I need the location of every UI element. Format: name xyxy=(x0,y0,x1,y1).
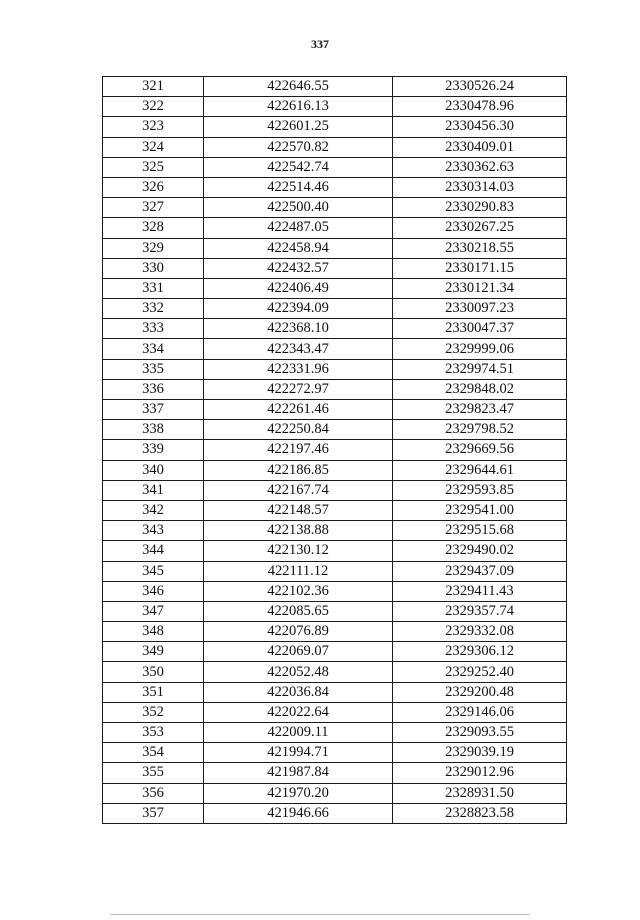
x-coordinate-cell: 422111.12 xyxy=(204,561,393,581)
table-row xyxy=(103,622,567,642)
y-coordinate-cell: 2330218.55 xyxy=(393,238,567,258)
table-row xyxy=(103,581,567,601)
point-number-cell: 354 xyxy=(103,743,204,763)
x-coordinate-cell: 422601.25 xyxy=(204,117,393,137)
y-coordinate-cell: 2329012.96 xyxy=(393,763,567,783)
table-row xyxy=(103,521,567,541)
point-number-cell: 331 xyxy=(103,278,204,298)
x-coordinate-cell: 422085.65 xyxy=(204,601,393,621)
page-number: 337 xyxy=(311,37,329,51)
point-number-cell: 323 xyxy=(103,117,204,137)
y-coordinate-cell: 2329093.55 xyxy=(393,723,567,743)
point-number-cell: 349 xyxy=(103,642,204,662)
x-coordinate-cell: 422646.55 xyxy=(204,77,393,97)
table-row xyxy=(103,460,567,480)
y-coordinate-cell: 2329593.85 xyxy=(393,480,567,500)
x-coordinate-cell: 422076.89 xyxy=(204,622,393,642)
table-row xyxy=(103,682,567,702)
y-coordinate-cell: 2329411.43 xyxy=(393,581,567,601)
table-row xyxy=(103,420,567,440)
x-coordinate-cell: 422343.47 xyxy=(204,339,393,359)
point-number-cell: 335 xyxy=(103,359,204,379)
x-coordinate-cell: 422009.11 xyxy=(204,723,393,743)
page-bottom-rule xyxy=(110,914,530,915)
point-number-cell: 324 xyxy=(103,137,204,157)
x-coordinate-cell: 422272.97 xyxy=(204,379,393,399)
table-row xyxy=(103,642,567,662)
table-row xyxy=(103,319,567,339)
point-number-cell: 356 xyxy=(103,783,204,803)
x-coordinate-cell: 422458.94 xyxy=(204,238,393,258)
point-number-cell: 328 xyxy=(103,218,204,238)
x-coordinate-cell: 422022.64 xyxy=(204,702,393,722)
table-row xyxy=(103,258,567,278)
y-coordinate-cell: 2330171.15 xyxy=(393,258,567,278)
y-coordinate-cell: 2329146.06 xyxy=(393,702,567,722)
y-coordinate-cell: 2329200.48 xyxy=(393,682,567,702)
table-row xyxy=(103,238,567,258)
x-coordinate-cell: 422500.40 xyxy=(204,198,393,218)
point-number-cell: 337 xyxy=(103,400,204,420)
table-row xyxy=(103,500,567,520)
table-row xyxy=(103,278,567,298)
table-row xyxy=(103,400,567,420)
table-row xyxy=(103,541,567,561)
point-number-cell: 353 xyxy=(103,723,204,743)
y-coordinate-cell: 2329974.51 xyxy=(393,359,567,379)
y-coordinate-cell: 2329490.02 xyxy=(393,541,567,561)
point-number-cell: 351 xyxy=(103,682,204,702)
table-row xyxy=(103,803,567,823)
y-coordinate-cell: 2329306.12 xyxy=(393,642,567,662)
table-row xyxy=(103,359,567,379)
y-coordinate-cell: 2329848.02 xyxy=(393,379,567,399)
x-coordinate-cell: 422052.48 xyxy=(204,662,393,682)
x-coordinate-cell: 422138.88 xyxy=(204,521,393,541)
y-coordinate-cell: 2330478.96 xyxy=(393,97,567,117)
point-number-cell: 344 xyxy=(103,541,204,561)
point-number-cell: 355 xyxy=(103,763,204,783)
y-coordinate-cell: 2329252.40 xyxy=(393,662,567,682)
y-coordinate-cell: 2329798.52 xyxy=(393,420,567,440)
x-coordinate-cell: 422130.12 xyxy=(204,541,393,561)
point-number-cell: 332 xyxy=(103,299,204,319)
point-number-cell: 348 xyxy=(103,622,204,642)
table-row xyxy=(103,440,567,460)
point-number-cell: 341 xyxy=(103,480,204,500)
table-row xyxy=(103,97,567,117)
table-row xyxy=(103,480,567,500)
x-coordinate-cell: 422102.36 xyxy=(204,581,393,601)
table-row xyxy=(103,198,567,218)
point-number-cell: 339 xyxy=(103,440,204,460)
x-coordinate-cell: 422432.57 xyxy=(204,258,393,278)
table-row xyxy=(103,743,567,763)
x-coordinate-cell: 422186.85 xyxy=(204,460,393,480)
table-row xyxy=(103,77,567,97)
point-number-cell: 327 xyxy=(103,198,204,218)
y-coordinate-cell: 2330097.23 xyxy=(393,299,567,319)
y-coordinate-cell: 2329437.09 xyxy=(393,561,567,581)
y-coordinate-cell: 2330121.34 xyxy=(393,278,567,298)
point-number-cell: 343 xyxy=(103,521,204,541)
x-coordinate-cell: 422036.84 xyxy=(204,682,393,702)
x-coordinate-cell: 421987.84 xyxy=(204,763,393,783)
x-coordinate-cell: 421970.20 xyxy=(204,783,393,803)
y-coordinate-cell: 2329541.00 xyxy=(393,500,567,520)
table-row xyxy=(103,763,567,783)
y-coordinate-cell: 2330362.63 xyxy=(393,157,567,177)
x-coordinate-cell: 422261.46 xyxy=(204,400,393,420)
x-coordinate-cell: 422197.46 xyxy=(204,440,393,460)
point-number-cell: 330 xyxy=(103,258,204,278)
y-coordinate-cell: 2329999.06 xyxy=(393,339,567,359)
point-number-cell: 346 xyxy=(103,581,204,601)
point-number-cell: 333 xyxy=(103,319,204,339)
y-coordinate-cell: 2330409.01 xyxy=(393,137,567,157)
coordinates-table-body xyxy=(103,77,567,824)
y-coordinate-cell: 2329332.08 xyxy=(393,622,567,642)
x-coordinate-cell: 422406.49 xyxy=(204,278,393,298)
coordinates-table xyxy=(102,76,567,824)
x-coordinate-cell: 422394.09 xyxy=(204,299,393,319)
x-coordinate-cell: 422542.74 xyxy=(204,157,393,177)
table-row xyxy=(103,561,567,581)
x-coordinate-cell: 422167.74 xyxy=(204,480,393,500)
y-coordinate-cell: 2328931.50 xyxy=(393,783,567,803)
x-coordinate-cell: 421946.66 xyxy=(204,803,393,823)
x-coordinate-cell: 422570.82 xyxy=(204,137,393,157)
x-coordinate-cell: 422148.57 xyxy=(204,500,393,520)
y-coordinate-cell: 2330267.25 xyxy=(393,218,567,238)
y-coordinate-cell: 2330456.30 xyxy=(393,117,567,137)
table-row xyxy=(103,783,567,803)
x-coordinate-cell: 422069.07 xyxy=(204,642,393,662)
point-number-cell: 338 xyxy=(103,420,204,440)
point-number-cell: 334 xyxy=(103,339,204,359)
y-coordinate-cell: 2329357.74 xyxy=(393,601,567,621)
x-coordinate-cell: 422331.96 xyxy=(204,359,393,379)
point-number-cell: 345 xyxy=(103,561,204,581)
point-number-cell: 329 xyxy=(103,238,204,258)
x-coordinate-cell: 422250.84 xyxy=(204,420,393,440)
x-coordinate-cell: 422368.10 xyxy=(204,319,393,339)
point-number-cell: 321 xyxy=(103,77,204,97)
y-coordinate-cell: 2330314.03 xyxy=(393,177,567,197)
y-coordinate-cell: 2330047.37 xyxy=(393,319,567,339)
table-row xyxy=(103,177,567,197)
table-row xyxy=(103,601,567,621)
table-row xyxy=(103,723,567,743)
x-coordinate-cell: 422514.46 xyxy=(204,177,393,197)
point-number-cell: 350 xyxy=(103,662,204,682)
point-number-cell: 326 xyxy=(103,177,204,197)
y-coordinate-cell: 2329669.56 xyxy=(393,440,567,460)
table-row xyxy=(103,137,567,157)
table-row xyxy=(103,702,567,722)
point-number-cell: 322 xyxy=(103,97,204,117)
table-row xyxy=(103,662,567,682)
y-coordinate-cell: 2328823.58 xyxy=(393,803,567,823)
point-number-cell: 342 xyxy=(103,500,204,520)
table-row xyxy=(103,339,567,359)
table-row xyxy=(103,379,567,399)
point-number-cell: 347 xyxy=(103,601,204,621)
point-number-cell: 352 xyxy=(103,702,204,722)
point-number-cell: 340 xyxy=(103,460,204,480)
table-row xyxy=(103,117,567,137)
y-coordinate-cell: 2330290.83 xyxy=(393,198,567,218)
table-row xyxy=(103,218,567,238)
x-coordinate-cell: 422487.05 xyxy=(204,218,393,238)
point-number-cell: 336 xyxy=(103,379,204,399)
y-coordinate-cell: 2329823.47 xyxy=(393,400,567,420)
x-coordinate-cell: 422616.13 xyxy=(204,97,393,117)
y-coordinate-cell: 2329644.61 xyxy=(393,460,567,480)
table-row xyxy=(103,299,567,319)
y-coordinate-cell: 2329039.19 xyxy=(393,743,567,763)
x-coordinate-cell: 421994.71 xyxy=(204,743,393,763)
point-number-cell: 325 xyxy=(103,157,204,177)
table-row xyxy=(103,157,567,177)
point-number-cell: 357 xyxy=(103,803,204,823)
y-coordinate-cell: 2329515.68 xyxy=(393,521,567,541)
y-coordinate-cell: 2330526.24 xyxy=(393,77,567,97)
